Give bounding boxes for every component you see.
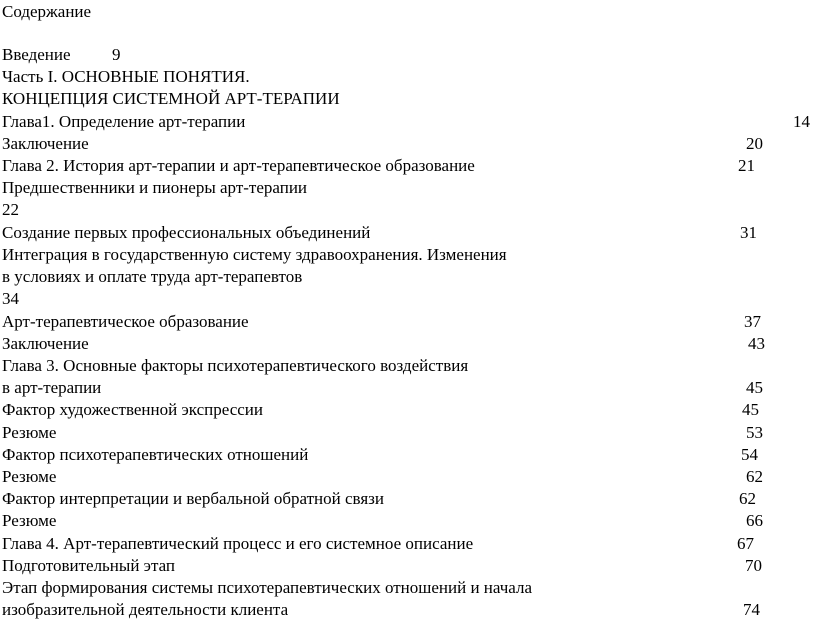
- toc-entry-page: 43: [748, 334, 765, 353]
- toc-entry-text: Введение: [2, 45, 71, 64]
- page-title: Содержание: [2, 2, 92, 21]
- toc-entry-text: КОНЦЕПЦИЯ СИСТЕМНОЙ АРТ-ТЕРАПИИ: [2, 89, 340, 108]
- toc-entry-page: 54: [741, 445, 758, 464]
- toc-entry-text: Заключение: [2, 134, 89, 153]
- toc-entry-text: Создание первых профессиональных объединений: [2, 223, 371, 242]
- toc-entry-page: 20: [746, 134, 763, 153]
- toc-entry-text: Заключение: [2, 334, 89, 353]
- toc-entry-page: 31: [740, 223, 757, 242]
- toc-entry-text: Фактор художественной экспрессии: [2, 400, 263, 419]
- toc-entry-text: Подготовительный этап: [2, 556, 176, 575]
- toc-entry-text-continued: изобразительной деятельности клиента: [2, 600, 289, 619]
- toc-entry-page: 45: [742, 400, 759, 419]
- toc-entry-text: Резюме: [2, 467, 57, 486]
- toc-entry-text: Фактор психотерапевтических отношений: [2, 445, 309, 464]
- toc-entry-text: Фактор интерпретации и вербальной обратной связи: [2, 489, 384, 508]
- toc-entry-text-continued: в условиях и оплате труда арт-терапевтов: [2, 267, 303, 286]
- toc-entry-page: 9: [112, 45, 121, 64]
- toc-entry-page: 22: [2, 200, 19, 219]
- toc-entry-page: 62: [739, 489, 756, 508]
- toc-entry-page: 37: [744, 312, 761, 331]
- toc-entry-text: Глава1. Определение арт-терапии: [2, 112, 246, 131]
- toc-entry-page: 74: [743, 600, 760, 619]
- toc-entry-text: Часть I. ОСНОВНЫЕ ПОНЯТИЯ.: [2, 67, 250, 86]
- toc-entry-text: Этап формирования системы психотерапевтических отношений и начала: [2, 578, 533, 597]
- toc-entry-page: 21: [738, 156, 755, 175]
- toc-entry-text: Глава 4. Арт-терапевтический процесс и его системное описание: [2, 534, 474, 553]
- toc-entry-page: 14: [793, 112, 810, 131]
- toc-entry-text: Глава 2. История арт-терапии и арт-терапевтическое образование: [2, 156, 475, 175]
- toc-entry-text: Резюме: [2, 423, 57, 442]
- toc-entry-text: Интеграция в государственную систему здравоохранения. Изменения: [2, 245, 507, 264]
- toc-entry-page: 67: [737, 534, 754, 553]
- toc-entry-page: 66: [746, 511, 763, 530]
- toc-entry-text: Глава 3. Основные факторы психотерапевтического воздействия: [2, 356, 469, 375]
- toc-entry-text: Арт-терапевтическое образование: [2, 312, 249, 331]
- toc-entry-page: 70: [745, 556, 762, 575]
- toc-entry-page: 62: [746, 467, 763, 486]
- toc-entry-page: 53: [746, 423, 763, 442]
- toc-entry-text-continued: в арт-терапии: [2, 378, 102, 397]
- toc-entry-text: Предшественники и пионеры арт-терапии: [2, 178, 308, 197]
- toc-entry-page: 45: [746, 378, 763, 397]
- toc-entry-text: Резюме: [2, 511, 57, 530]
- toc-entry-page: 34: [2, 289, 19, 308]
